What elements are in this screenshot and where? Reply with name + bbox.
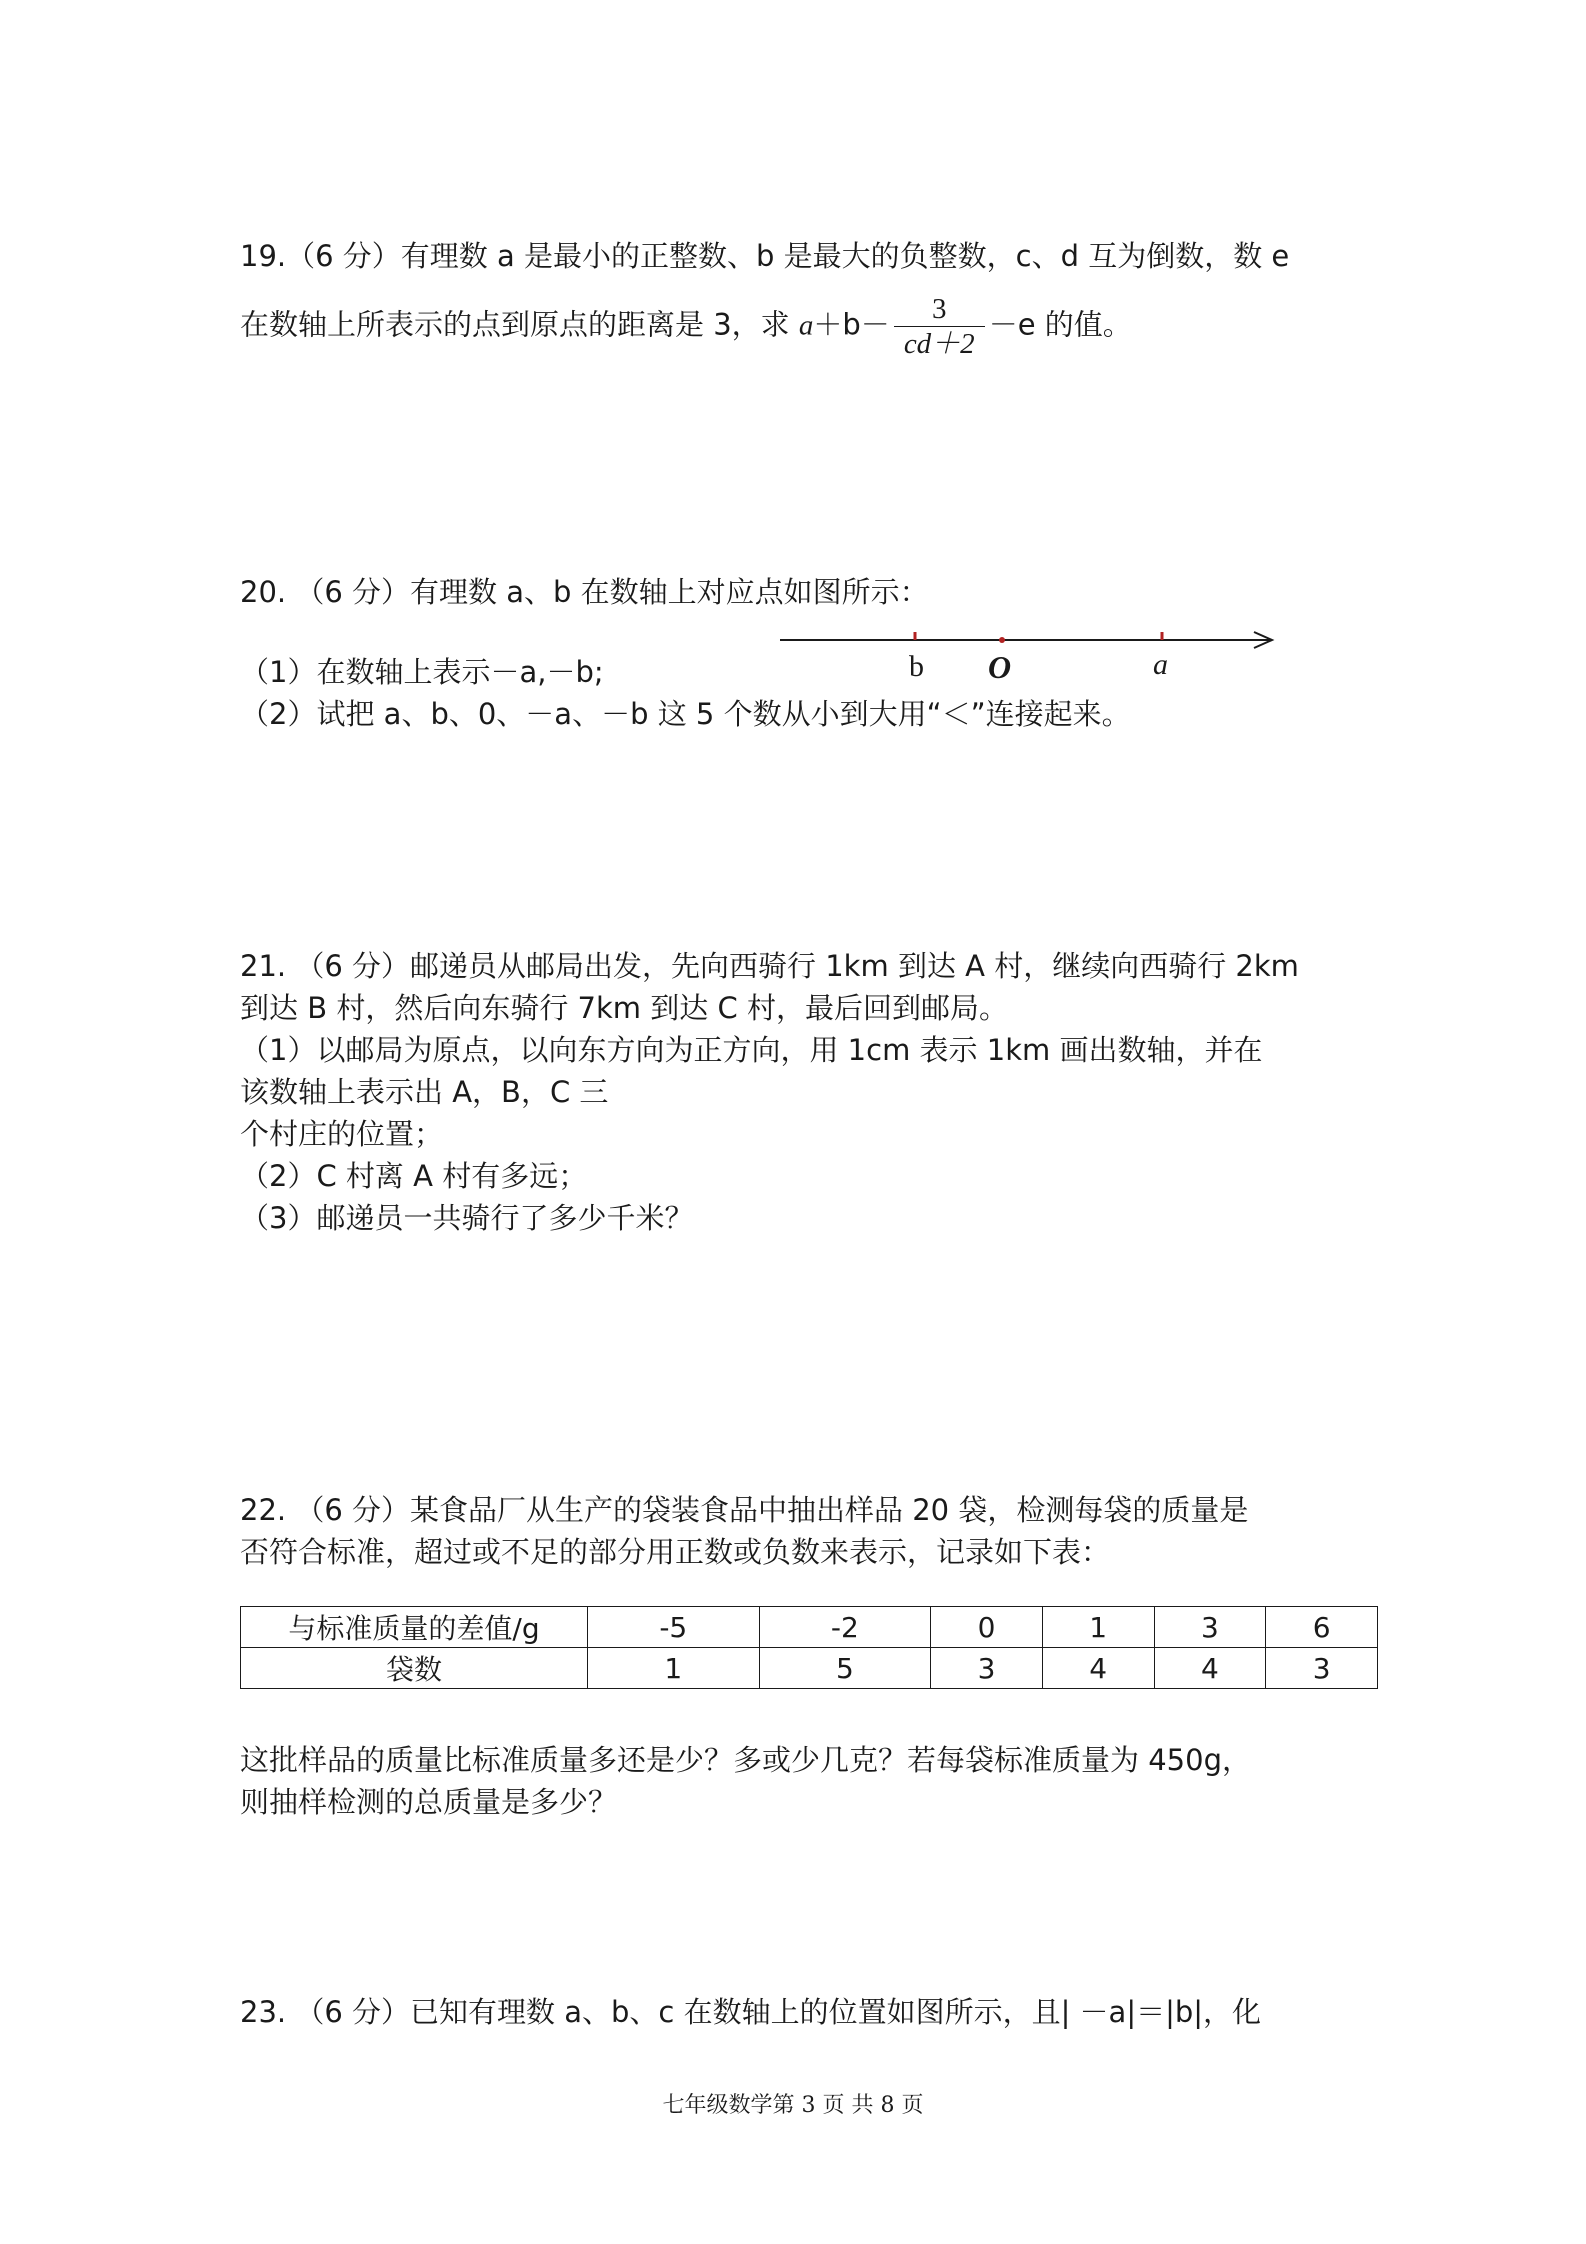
table-cell: 1 <box>1042 1607 1154 1648</box>
q19-var-a: a <box>798 309 814 342</box>
table-cell: 1 <box>588 1648 760 1689</box>
point-o-dot <box>999 637 1005 643</box>
q20-sub-1: （1）在数轴上表示－a,－b; <box>240 655 604 689</box>
table-cell: 4 <box>1154 1648 1266 1689</box>
q19-line-2-text: 在数轴上所表示的点到原点的距离是 3，求 <box>240 307 799 342</box>
table-row-header: 袋数 <box>241 1648 588 1689</box>
q22-line-2: 否符合标准，超过或不足的部分用正数或负数来表示，记录如下表： <box>240 1535 1111 1569</box>
q21-line-5: 个村庄的位置； <box>240 1117 444 1151</box>
table-cell: 3 <box>1154 1607 1266 1648</box>
q20-line-1: 20. （6 分）有理数 a、b 在数轴上对应点如图所示： <box>240 575 929 609</box>
q21-line-3: （1）以邮局为原点，以向东方向为正方向，用 1cm 表示 1km 画出数轴，并在 <box>240 1033 1263 1067</box>
q23-line-1: 23. （6 分）已知有理数 a、b、c 在数轴上的位置如图所示，且| －a|＝|b|，化 <box>240 1995 1262 2029</box>
q21-line-4: 该数轴上表示出 A，B，C 三 <box>240 1075 609 1109</box>
table-cell: 5 <box>759 1648 931 1689</box>
q21-line-6: （2）C 村离 A 村有多远； <box>240 1159 588 1193</box>
q22-question-2: 则抽样检测的总质量是多少？ <box>240 1785 618 1819</box>
page-footer: 七年级数学第 3 页 共 8 页 <box>662 2093 924 2118</box>
table-cell: -5 <box>588 1607 760 1648</box>
q21-line-1: 21. （6 分）邮递员从邮局出发，先向西骑行 1km 到达 A 村，继续向西骑行 2km <box>240 949 1299 983</box>
label-o: O <box>988 649 1012 685</box>
table-row <box>241 1607 1378 1648</box>
q22-data-table <box>240 1606 1378 1689</box>
q19-fraction-numerator: 3 <box>894 292 985 327</box>
table-cell: 3 <box>1266 1648 1378 1689</box>
q22-question-1: 这批样品的质量比标准质量多还是少？多或少几克？若每袋标准质量为 450g， <box>240 1743 1251 1777</box>
q20-sub-2: （2）试把 a、b、0、－a、－b 这 5 个数从小到大用“＜”连接起来。 <box>240 697 1131 731</box>
table-row <box>241 1648 1378 1689</box>
table-row-header: 与标准质量的差值/g <box>241 1607 588 1648</box>
q21-line-7: （3）邮递员一共骑行了多少千米？ <box>240 1201 694 1235</box>
q21-line-2: 到达 B 村，然后向东骑行 7km 到达 C 村，最后回到邮局。 <box>240 991 1008 1025</box>
table-cell: 0 <box>931 1607 1043 1648</box>
q19-line-1: 19.（6 分）有理数 a 是最小的正整数、b 是最大的负整数，c、d 互为倒数，数 e <box>240 239 1290 273</box>
q22-line-1: 22. （6 分）某食品厂从生产的袋装食品中抽出样品 20 袋，检测每袋的质量是 <box>240 1493 1249 1527</box>
q19-plus-b: ＋b－ <box>813 307 890 342</box>
label-a: a <box>1153 648 1168 681</box>
table-cell: 4 <box>1042 1648 1154 1689</box>
q19-line-2 <box>240 292 1132 361</box>
q19-fraction-denominator: cd＋2 <box>903 328 975 360</box>
table-cell: 3 <box>931 1648 1043 1689</box>
q19-line-2-end: －e 的值。 <box>988 307 1132 342</box>
q19-fraction <box>894 292 985 361</box>
q20-number-line <box>780 620 1280 700</box>
label-b: b <box>909 650 924 683</box>
table-cell: -2 <box>759 1607 931 1648</box>
table-cell: 6 <box>1266 1607 1378 1648</box>
